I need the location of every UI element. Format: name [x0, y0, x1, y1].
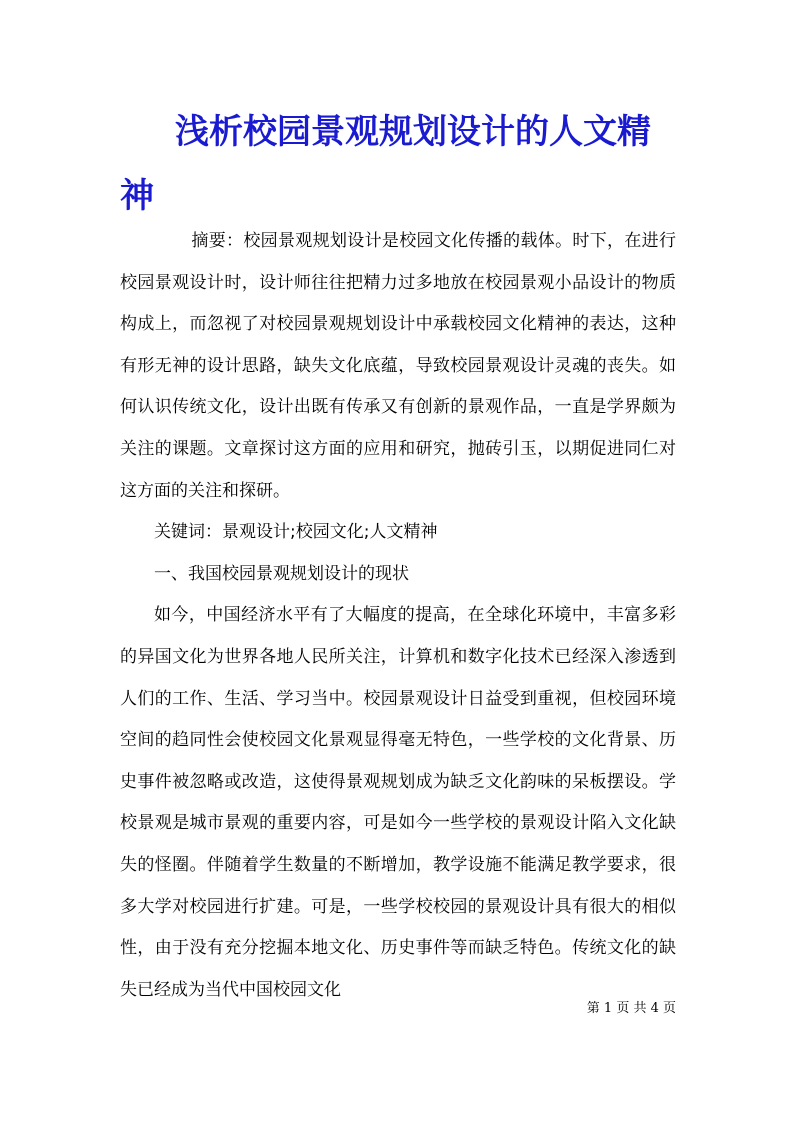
page-number-footer: 第 1 页 共 4 页 — [586, 1001, 676, 1016]
document-title: 浅析校园景观规划设计的人文精神 — [120, 112, 651, 216]
abstract-paragraph: 摘要：校园景观规划设计是校园文化传播的载体。时下，在进行校园景观设计时，设计师往往把精力过多地放在校园景观小品设计的物质构成上，而忽视了对校园景观规划设计中承载校园文化精神的表达，这种有形无神的设计思路，缺失文化底蕴，导致校园景观设计灵魂的丧失。如何认识传统文化，设计出既有传承又有创新的景观作品，一直是学界颇为关注的课题。文章探讨这方面的应用和研究，抛砖引玉，以期促进同仁对这方面的关注和探研。 — [120, 231, 676, 501]
body-paragraph: 如今，中国经济水平有了大幅度的提高，在全球化环境中，丰富多彩的异国文化为世界各地人民所关注，计算机和数字化技术已经深入渗透到人们的工作、生活、学习当中。校园景观设计日益受到重视，但校园环境空间的趋同性会使校园文化景观显得毫无特色，一些学校的文化背景、历史事件被忽略或改造，这使得景观规划成为缺乏文化韵味的呆板摆设。学校景观是城市景观的重要内容，可是如今一些学校的景观设计陷入文化缺失的怪圈。伴随着学生数量的不断增加，教学设施不能满足教学要求，很多大学对校园进行扩建。可是，一些学校校园的景观设计具有很大的相似性，由于没有充分挖掘本地文化、历史事件等而缺乏特色。传统文化的缺失已经成为当代中国校园文化 — [120, 605, 676, 1000]
document-body — [120, 221, 676, 1011]
keywords-line: 关键词：景观设计;校园文化;人文精神 — [154, 522, 438, 543]
section-heading: 一、我国校园景观规划设计的现状 — [154, 563, 409, 584]
